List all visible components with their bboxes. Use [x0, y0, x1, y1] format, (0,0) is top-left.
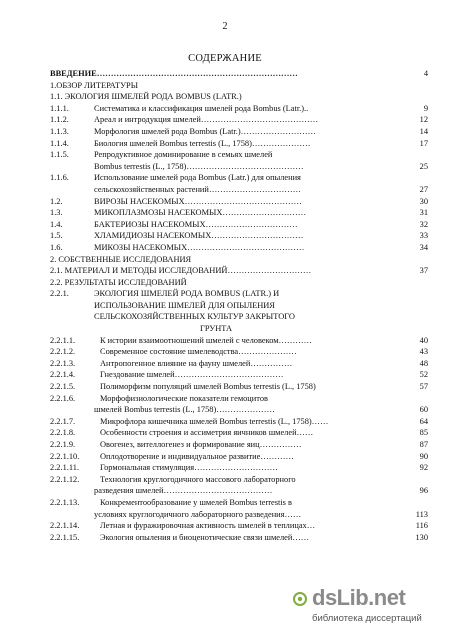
toc-entry-title: ХЛАМИДИОЗЫ НАСЕКОМЫХ…………………………… — [94, 231, 304, 241]
toc-entry-title: 2.1. МАТЕРИАЛ И МЕТОДЫ ИССЛЕДОВАНИЙ………………………… — [50, 266, 312, 276]
toc-entry-number: 2.2.1.12. — [50, 474, 80, 484]
toc-entry[interactable] — [50, 497, 432, 509]
toc-entry[interactable] — [50, 138, 432, 150]
toc-entry-title: 2.2. РЕЗУЛЬТАТЫ ИССЛЕДОВАНИЙ — [50, 277, 187, 287]
dslib-subtitle: библиотека диссертаций — [312, 613, 422, 624]
toc-entry[interactable] — [50, 439, 432, 451]
toc-entry[interactable] — [50, 300, 432, 312]
toc-entry-title: Морфофизиологические показатели гемоцитов — [100, 393, 268, 403]
toc-entry-title: 2. СОБСТВЕННЫЕ ИССЛЕДОВАНИЯ — [50, 254, 192, 264]
toc-entry-page: 113 — [415, 509, 428, 519]
toc-entry[interactable] — [50, 311, 432, 323]
toc-entry-title: шмелей Bombus terrestis (L., 1758)………………… — [94, 405, 275, 415]
toc-entry-title: Bombus terrestis (L., 1758)…………………………………… — [94, 161, 304, 171]
toc-entry-number: 2.2.1.6. — [50, 393, 76, 403]
toc-entry-title: Микрофлора кишечника шмелей Bombus terrestis (L., 1758)…… — [100, 416, 329, 426]
toc-entry[interactable] — [50, 230, 432, 242]
toc-entry-page: 9 — [423, 103, 428, 113]
toc-entry[interactable] — [50, 254, 432, 266]
toc-entry[interactable] — [50, 393, 432, 405]
toc-entry-page: 130 — [415, 532, 428, 542]
toc-entry-title: ВИРОЗЫ НАСЕКОМЫХ…………………………………… — [94, 196, 302, 206]
toc-entry-number: 1.4. — [50, 219, 63, 229]
toc-entry-title: сельскохозяйственных растений…………………………… — [94, 184, 302, 194]
toc-entry[interactable] — [50, 451, 432, 463]
toc-entry-title: Антропогенное влияние на фауну шмелей…………… — [100, 358, 293, 368]
toc-entry-page: 60 — [419, 405, 428, 415]
toc-entry-number: 2.2.1.10. — [50, 451, 80, 461]
toc-title: СОДЕРЖАНИЕ — [188, 53, 262, 64]
toc-entry[interactable] — [50, 207, 432, 219]
toc-entry-page: 32 — [419, 219, 428, 229]
toc-entry-title: МИКОПЛАЗМОЗЫ НАСЕКОМЫХ………………………… — [94, 208, 307, 218]
toc-entry-page: 25 — [419, 161, 428, 171]
toc-entry-page: 12 — [419, 115, 428, 125]
toc-entry-number: 2.2.1.7. — [50, 416, 76, 426]
toc-entry-page: 52 — [419, 370, 428, 380]
toc-entry-number: 1.3. — [50, 208, 63, 218]
toc-entry-title: Использование шмелей рода Bombus (Latr.) для опыления — [94, 173, 301, 183]
toc-entry[interactable] — [50, 381, 432, 393]
toc-entry[interactable] — [50, 242, 432, 254]
toc-entry-page: 87 — [419, 440, 428, 449]
toc-entry-title: Гнездование шмелей………………………………… — [100, 370, 284, 380]
toc-entry-page: 17 — [419, 138, 428, 148]
toc-entry-page: 92 — [419, 463, 428, 473]
toc-entry-title: 1.1. ЭКОЛОГИЯ ШМЕЛЕЙ РОДА BOMBUS (LATR.) — [50, 92, 242, 102]
toc-entry-title: ГРУНТА — [200, 324, 233, 334]
toc-entry-title: Морфология шмелей рода Bombus (Latr.)……………………… — [94, 126, 317, 136]
toc-entry-page: 57 — [419, 382, 428, 392]
toc-entry-number: 2.2.1.14. — [50, 521, 80, 531]
toc-entry[interactable] — [50, 161, 432, 173]
toc-entry-page: 116 — [415, 521, 428, 531]
toc-entry[interactable] — [50, 219, 432, 231]
toc-entry-title: ИСПОЛЬЗОВАНИЕ ШМЕЛЕЙ ДЛЯ ОПЫЛЕНИЯ — [94, 300, 275, 310]
toc-entry-title: Современное состояние шмелеводства………………… — [100, 347, 297, 357]
toc-entry[interactable] — [50, 474, 432, 486]
toc-entry-number: 1.2. — [50, 196, 63, 206]
toc-entry-page: 40 — [419, 335, 428, 345]
toc-entry-number: 2.2.1. — [50, 289, 69, 299]
toc-entry-number: 1.1.5. — [50, 150, 69, 160]
toc-entry[interactable] — [50, 265, 432, 277]
toc-entry-page: 48 — [419, 358, 428, 368]
toc-entry[interactable] — [50, 149, 432, 161]
toc-entry[interactable] — [50, 520, 432, 532]
dslib-brand: dsLib.net — [312, 585, 406, 610]
toc-entry-page: 34 — [419, 242, 428, 252]
toc-entry-number: 2.2.1.4. — [50, 370, 76, 380]
toc-entry-page: 27 — [419, 184, 428, 194]
toc-entry-number: 1.1.4. — [50, 138, 69, 148]
toc-entry-title: Экология опыления и биоценотические связи шмелей…… — [100, 532, 310, 542]
toc-entry-page: 30 — [419, 196, 428, 206]
toc-entry-title: Гормональная стимуляция………………………… — [100, 463, 278, 473]
toc-entry-number: 2.2.1.13. — [50, 497, 80, 507]
toc-entry[interactable] — [50, 462, 432, 474]
table-of-contents — [50, 68, 432, 543]
toc-entry-page: 85 — [419, 428, 428, 438]
toc-entry[interactable] — [50, 416, 432, 428]
dslib-logo-mark-icon — [292, 591, 308, 607]
toc-entry-title: 1.ОБЗОР ЛИТЕРАТУРЫ — [50, 80, 138, 90]
toc-entry-number: 2.2.1.15. — [50, 532, 80, 542]
toc-entry-number: 1.5. — [50, 231, 63, 241]
toc-entry[interactable] — [50, 126, 432, 138]
toc-entry-page: 37 — [419, 266, 428, 276]
toc-entry[interactable] — [50, 103, 432, 115]
toc-entry[interactable] — [50, 68, 432, 80]
toc-entry-title: Полиморфизм популяций шмелей Bombus terrestis (L., 1758) — [100, 382, 316, 392]
toc-entry[interactable] — [50, 509, 432, 521]
toc-entry-title: ВВЕДЕНИЕ……………………………………………………………… — [50, 69, 298, 78]
toc-entry-number: 1.1.1. — [50, 103, 69, 113]
toc-entry[interactable] — [50, 196, 432, 208]
page-number: 2 — [222, 21, 228, 32]
toc-entry[interactable] — [50, 277, 432, 289]
toc-entry[interactable] — [50, 172, 432, 184]
toc-entry[interactable] — [50, 91, 432, 103]
toc-entry-page: 90 — [419, 451, 428, 461]
toc-entry[interactable] — [50, 369, 432, 381]
toc-entry[interactable] — [50, 80, 432, 92]
toc-entry-title: разведения шмелей………………………………… — [94, 486, 273, 496]
toc-entry-number: 2.2.1.5. — [50, 382, 76, 392]
toc-entry-number: 2.2.1.1. — [50, 335, 76, 345]
toc-entry-title: ЭКОЛОГИЯ ШМЕЛЕЙ РОДА BOMBUS (LATR.) И — [94, 289, 280, 299]
toc-entry[interactable] — [50, 485, 432, 497]
toc-entry-page: 33 — [419, 231, 428, 241]
toc-entry-number: 2.2.1.8. — [50, 428, 76, 438]
toc-entry[interactable] — [50, 532, 432, 544]
toc-entry-number: 1.1.6. — [50, 173, 69, 183]
toc-entry[interactable] — [50, 323, 432, 335]
toc-entry[interactable] — [50, 404, 432, 416]
toc-entry-page: 14 — [419, 126, 428, 136]
toc-entry-number: 2.2.1.11. — [50, 463, 80, 473]
toc-entry-title: К истории взаимоотношений шмелей с человеком………… — [100, 335, 313, 345]
toc-entry-title: Особенности строения и ассиметрия яичников шмелей…… — [100, 428, 314, 438]
toc-entry[interactable] — [50, 427, 432, 439]
toc-entry-page: 43 — [419, 347, 428, 357]
toc-entry-number: 2.2.1.3. — [50, 358, 76, 368]
toc-entry[interactable] — [50, 114, 432, 126]
toc-entry-title: Ареал и интродукция шмелей…………………………………… — [94, 115, 319, 125]
toc-entry-page: 31 — [419, 208, 428, 218]
toc-entry-title: Оплодотворение и индивидуальное развитие………… — [100, 451, 294, 461]
toc-entry-title: МИКОЗЫ НАСЕКОМЫХ…………………………………… — [94, 242, 305, 252]
toc-entry-number: 1.1.2. — [50, 115, 69, 125]
toc-entry[interactable] — [50, 346, 432, 358]
toc-entry-title: Биология шмелей Bombus terrestis (L., 1758)………………… — [94, 138, 311, 148]
toc-entry[interactable] — [50, 335, 432, 347]
toc-entry-number: 1.1.3. — [50, 126, 69, 136]
toc-entry-title: Летная и фуражировочная активность шмелей в теплицах… — [100, 521, 316, 531]
toc-entry-number: 2.2.1.2. — [50, 347, 76, 357]
toc-entry-title: Овогенез, вителлогенез и формирование яиц…………… — [100, 440, 302, 449]
toc-entry-title: Репродуктивное доминирование в семьях шмелей — [94, 150, 273, 160]
toc-entry[interactable] — [50, 288, 432, 300]
toc-entry-title: Конкрементообразование у шмелей Bombus terrestis в — [100, 497, 292, 507]
toc-entry-title: Технология круглогодичного массового лабораторного — [100, 474, 296, 484]
toc-entry-title: Систематика и классификация шмелей рода Bombus (Latr.).. — [94, 103, 309, 113]
toc-entry-page: 4 — [423, 69, 428, 78]
dslib-logo[interactable] — [302, 585, 450, 629]
toc-entry-title: СЕЛЬСКОХОЗЯЙСТВЕННЫХ КУЛЬТУР ЗАКРЫТОГО — [94, 312, 295, 322]
toc-entry[interactable] — [50, 358, 432, 370]
toc-entry[interactable] — [50, 184, 432, 196]
toc-entry-number: 2.2.1.9. — [50, 440, 76, 449]
toc-entry-title: БАКТЕРИОЗЫ НАСЕКОМЫХ…………………………… — [94, 219, 298, 229]
toc-entry-page: 64 — [419, 416, 428, 426]
toc-entry-number: 1.6. — [50, 242, 63, 252]
toc-entry-title: условиях круглогодичного лабораторного разведения…… — [94, 509, 302, 519]
toc-entry-page: 96 — [419, 486, 428, 496]
